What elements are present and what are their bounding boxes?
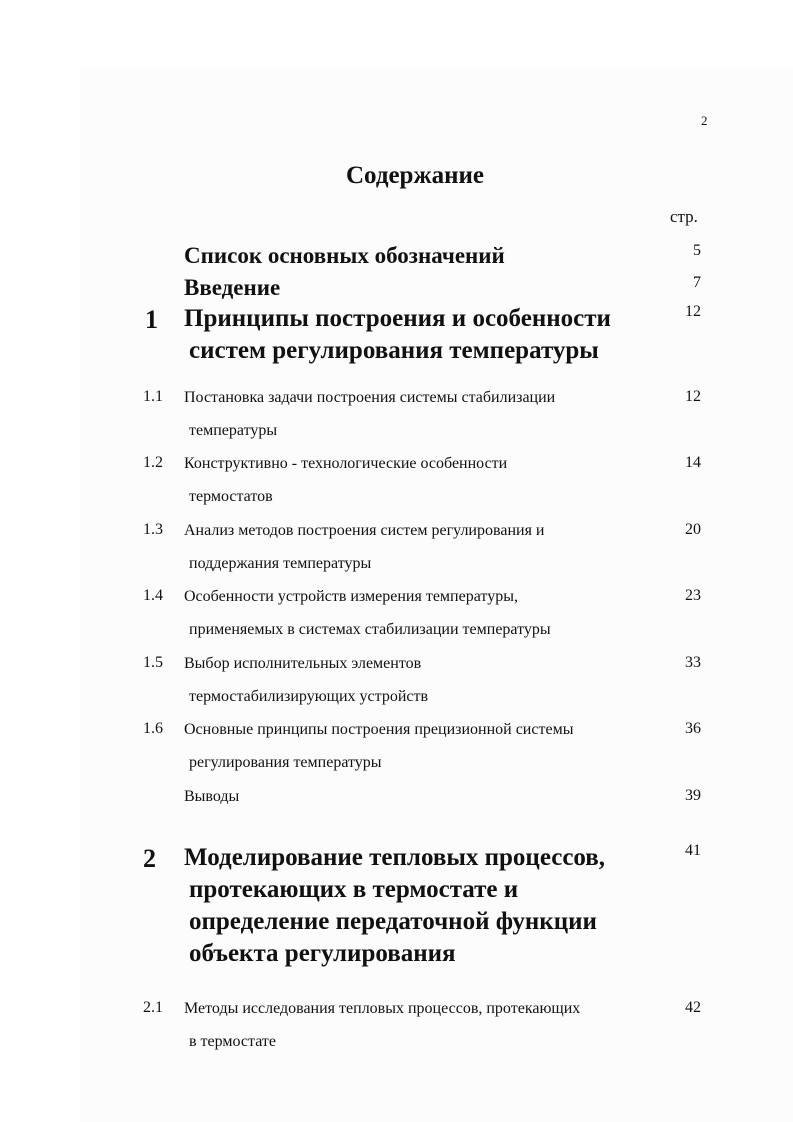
toc-entry-page: 36: [685, 720, 701, 737]
toc-entry-title-continued: в термостате: [189, 1033, 276, 1050]
toc-entry-page: 33: [685, 654, 701, 671]
toc-entry-page: 7: [693, 274, 701, 291]
toc-entry-title: Основные принципы построения прецизионной системы: [184, 721, 574, 738]
toc-entry-title-continued: поддержания температуры: [189, 555, 372, 572]
toc-entry-page: 23: [685, 587, 701, 604]
toc-entry-title-continued: протекающих в термостате и: [189, 876, 519, 903]
toc-entry-page: 12: [685, 303, 701, 320]
toc-entry-title: Анализ методов построения систем регулирования и: [184, 522, 545, 539]
toc-entry-title-continued: регулирования температуры: [189, 754, 382, 771]
toc-entry-page: 20: [685, 521, 701, 538]
toc-entry-page: 39: [685, 787, 701, 804]
toc-entry-title: Список основных обозначений: [184, 243, 505, 268]
toc-entry-title-continued: определение передаточной функции: [189, 908, 597, 935]
toc-section-number: 1.5: [143, 654, 163, 671]
toc-chapter-number: 1: [145, 305, 158, 334]
toc-entry-page: 12: [685, 388, 701, 405]
toc-entry-title: Моделирование тепловых процессов,: [184, 844, 606, 871]
toc-section-number: 1.1: [143, 388, 163, 405]
toc-entry-title: Выбор исполнительных элементов: [184, 655, 422, 672]
toc-chapter-number: 2: [143, 844, 156, 873]
toc-entry-title: Конструктивно - технологические особенности: [184, 455, 508, 472]
toc-section-number: 1.4: [143, 587, 163, 604]
page-number: 2: [701, 113, 708, 128]
toc-entry-page: 5: [693, 242, 701, 259]
toc-entry-title-continued: температуры: [189, 422, 278, 439]
toc-entry-title: Принципы построения и особенности: [184, 305, 611, 332]
toc-entry-title-continued: термостабилизирующих устройств: [189, 688, 429, 705]
toc-entry-title-continued: систем регулирования температуры: [189, 337, 599, 364]
toc-section-number: 1.6: [143, 720, 163, 737]
toc-entry-title: Методы исследования тепловых процессов, протекающих: [184, 1000, 581, 1017]
toc-entry-title-continued: применяемых в системах стабилизации температуры: [189, 621, 551, 638]
toc-entry-title: Постановка задачи построения системы стабилизации: [184, 389, 556, 406]
toc-section-number: 1.2: [143, 454, 163, 471]
toc-entry-page: 41: [685, 842, 701, 859]
toc-section-number: 1.3: [143, 521, 163, 538]
toc-entry-title-continued: термостатов: [189, 488, 273, 505]
toc-section-number: 2.1: [143, 999, 163, 1016]
page-title: Содержание: [345, 162, 484, 189]
toc-entry-title: Введение: [184, 275, 281, 300]
toc-entry-title: Выводы: [184, 788, 240, 805]
toc-entry-title-continued: объекта регулирования: [189, 940, 456, 967]
page-column-label: стр.: [670, 207, 698, 226]
toc-entry-title: Особенности устройств измерения температуры,: [184, 588, 518, 605]
toc-entry-page: 42: [685, 999, 701, 1016]
toc-entry-page: 14: [685, 454, 701, 471]
